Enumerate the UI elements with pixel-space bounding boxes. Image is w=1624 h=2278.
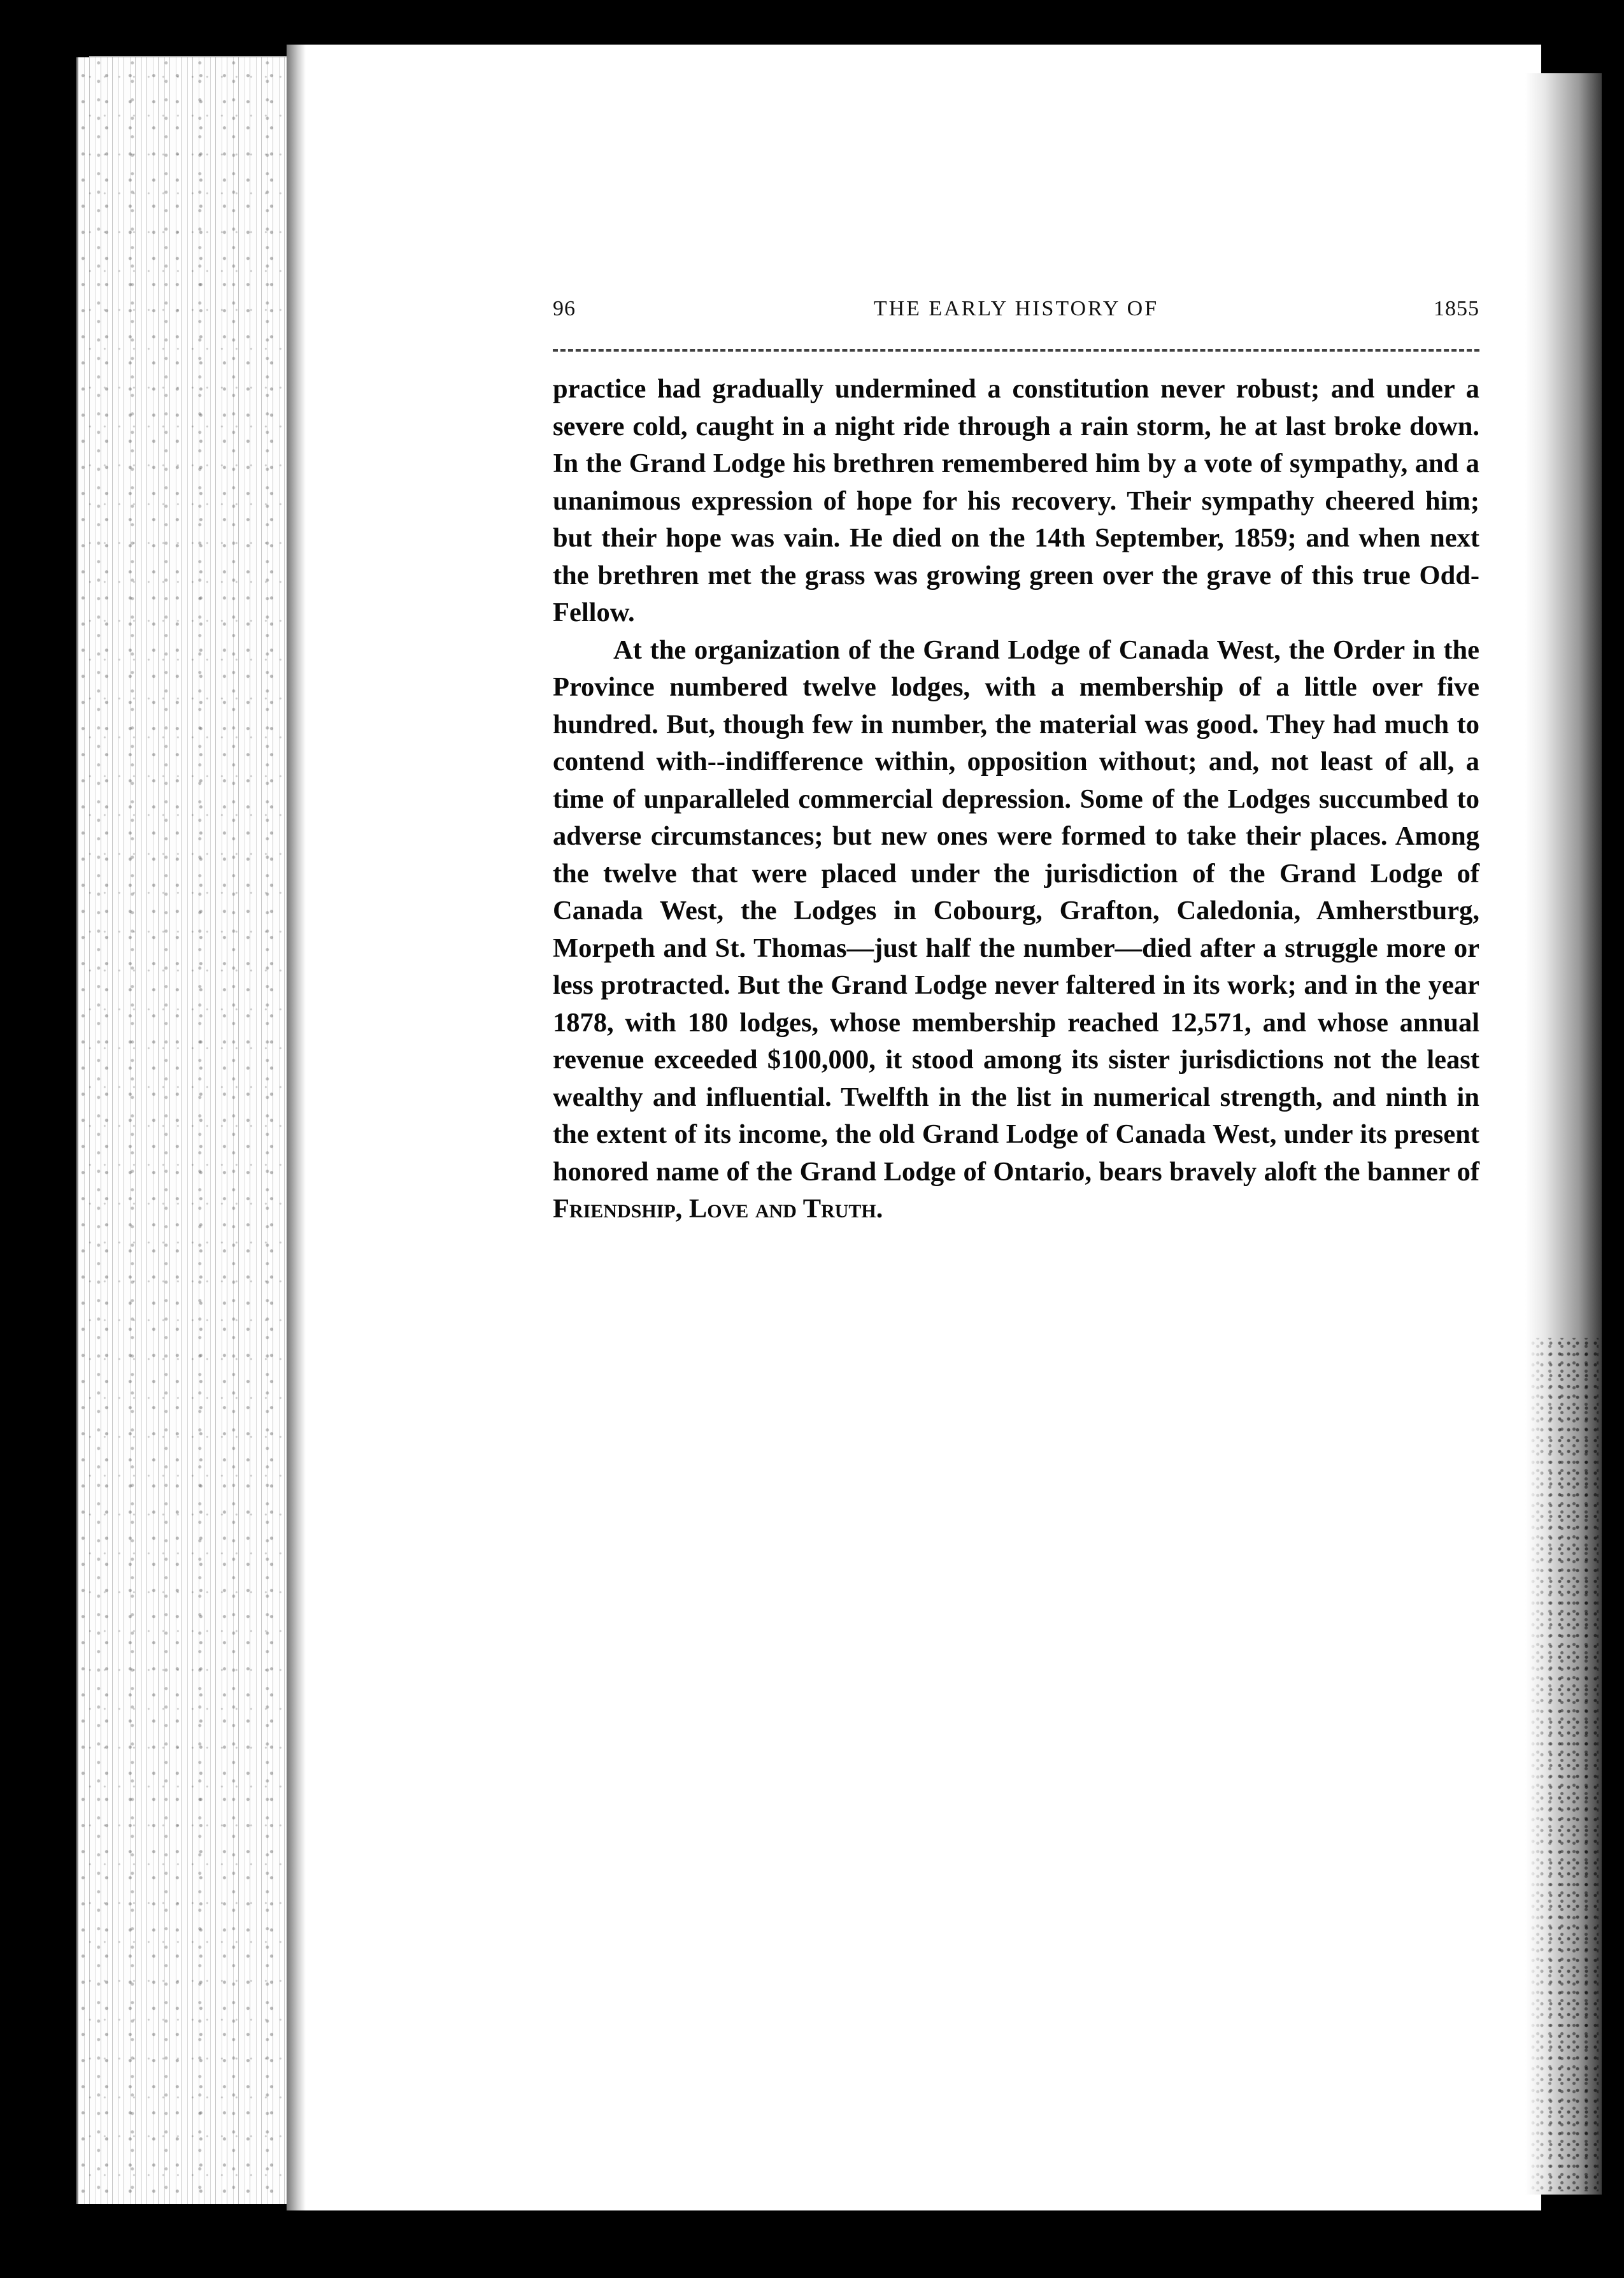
spine-shadow — [287, 45, 306, 2210]
paragraph-text: practice had gradually undermined a constitution never robust; and under a severe cold, caught in a night ride through a rain storm, he at last broke down. In the Grand Lodge his brethren remembered him by a vote of sympathy, and a unanimous expression of hope for his recovery. Their sympathy cheered him; but their hope was vain. He died on the 14th September, 1859; and when next the brethren met the grass was growing green over the grave of this true Odd-Fellow. — [553, 374, 1479, 627]
motto-text: Friendship, Love and Truth — [553, 1194, 876, 1224]
body-text — [553, 371, 1479, 1228]
book-page-edges — [76, 57, 301, 2204]
running-year: 1855 — [1434, 297, 1479, 320]
running-head — [553, 292, 1479, 330]
paragraph-end: . — [876, 1194, 883, 1224]
page-number: 96 — [553, 297, 576, 320]
paragraph-text: At the organization of the Grand Lodge of Canada West, the Order in the Province numbered twelve lodges, with a membership of a little over five hundred. But, though few in number, the material was good. They had much to contend with--indifference within, opposition without; and, not least of all, a time of unparalleled commercial depression. Some of the Lodges succumbed to adverse circumstances; but new ones were formed to take their places. Among the twelve that were placed under the jurisdiction of the Grand Lodge of Canada West, the Lodges in Cobourg, Grafton, Caledonia, Amherstburg, Morpeth and St. Thomas—just half the number—died after a struggle more or less protracted. But the Grand Lodge never faltered in its work; and in the year 1878, with 180 lodges, whose membership reached 12,571, and whose annual revenue exceeded $100,000, it stood among its sister jurisdictions not the least wealthy and influential. Twelfth in the list in numerical strength, and ninth in the extent of its income, the old Grand Lodge of Canada West, under its present honored name of the Grand Lodge of Ontario, bears bravely aloft the banner of — [553, 634, 1479, 1187]
fore-edge-speckle — [1528, 1338, 1599, 2191]
header-rule — [553, 349, 1479, 352]
paragraph — [553, 632, 1479, 1228]
paragraph — [553, 371, 1479, 632]
running-title: THE EARLY HISTORY OF — [873, 297, 1159, 320]
